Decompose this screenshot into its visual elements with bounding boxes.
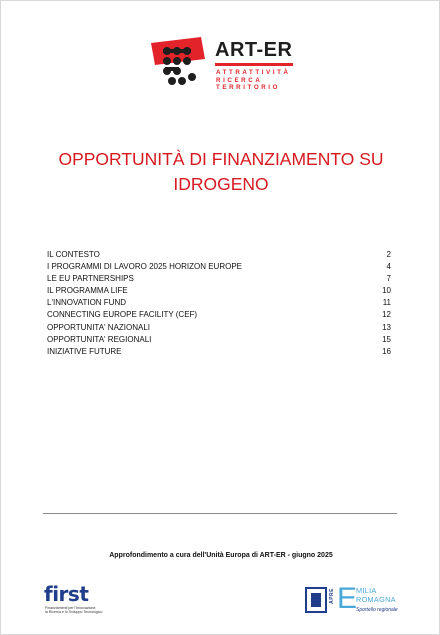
apre-name: MILIA ROMAGNA: [356, 586, 396, 604]
logo-subtitle: ATTRATTIVITÀ RICERCA TERRITORIO: [216, 69, 291, 92]
footer-divider: [43, 513, 397, 514]
toc-page-number: 12: [382, 310, 391, 320]
logo-divider: [215, 63, 293, 66]
toc-label: CONNECTING EUROPE FACILITY (CEF): [47, 310, 198, 320]
toc-page-number: 4: [386, 262, 391, 272]
apre-square-icon: [305, 587, 327, 613]
table-of-contents: [47, 250, 391, 359]
first-logo: [44, 582, 114, 622]
toc-label: IL CONTESTO: [47, 250, 100, 259]
toc-row[interactable]: [47, 262, 391, 274]
toc-row[interactable]: [47, 286, 391, 298]
toc-page-number: 15: [382, 334, 391, 344]
toc-label: OPPORTUNITA' NAZIONALI: [47, 322, 151, 332]
toc-label: L'INNOVATION FUND: [47, 298, 127, 308]
art-er-logo: [149, 37, 299, 91]
toc-row[interactable]: [47, 250, 391, 262]
toc-page-number: 10: [382, 286, 391, 296]
toc-page-number: 11: [382, 298, 391, 308]
toc-row[interactable]: [47, 310, 391, 322]
apre-emilia-romagna-logo: [305, 582, 417, 617]
toc-row[interactable]: [47, 298, 391, 310]
document-title: OPPORTUNITÀ DI FINANZIAMENTO SU IDROGENO: [58, 149, 384, 194]
toc-label: I PROGRAMMI DI LAVORO 2025 HORIZON EUROPE: [47, 262, 242, 272]
toc-label: IL PROGRAMMA LIFE: [47, 286, 128, 296]
toc-label: OPPORTUNITA' REGIONALI: [47, 334, 152, 344]
art-er-logo-mark-icon: [149, 37, 211, 89]
toc-page-number: 7: [386, 274, 391, 284]
apre-e-letter: E: [337, 582, 358, 615]
apre-desk: Sportello regionale: [356, 607, 398, 613]
toc-row[interactable]: [47, 323, 391, 335]
toc-row[interactable]: [47, 274, 391, 286]
toc-label: LE EU PARTNERSHIPS: [47, 274, 134, 284]
first-logo-subtitle: Finanziamenti per l'Innovazione, la Ricerca e lo Sviluppo Tecnologico: [45, 606, 103, 615]
toc-page-number: 2: [386, 250, 391, 259]
first-logo-word: first: [44, 582, 89, 606]
toc-page-number: 13: [382, 322, 391, 332]
apre-vertical-text: APRE: [329, 588, 335, 604]
toc-row[interactable]: [47, 347, 391, 359]
footer-note: Approfondimento a cura dell'Unità Europa di ART-ER - giugno 2025: [109, 552, 333, 559]
toc-row[interactable]: [47, 335, 391, 347]
toc-page-number: 16: [382, 346, 391, 356]
toc-label: INIZIATIVE FUTURE: [47, 346, 122, 356]
logo-title: ART-ER: [215, 39, 293, 61]
